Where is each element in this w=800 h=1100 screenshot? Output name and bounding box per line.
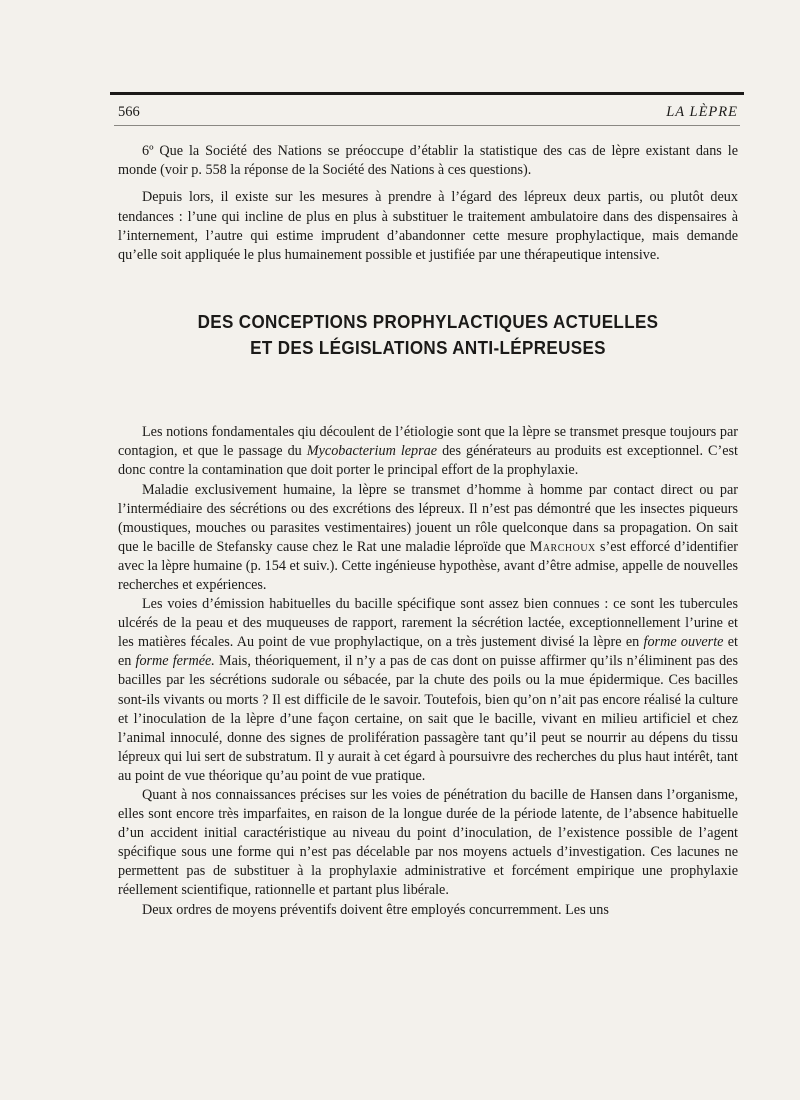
page-number: 566	[118, 104, 140, 120]
body-p1-text-b: des générateurs au produits est exceptionnel. C’est donc contre la contamination que doit porter le principal effort de la prophylaxie.	[118, 443, 738, 479]
body-p3-text-b: et en	[118, 634, 738, 670]
page-content	[118, 92, 738, 920]
header-rule-thick	[110, 92, 744, 95]
intro-paragraph-2: Depuis lors, il existe sur les mesures à prendre à l’égard des lépreux deux partis, ou plutôt deux tendances : l’une qui incline de plus en plus à substituer le traitement ambulatoire dans des dispensaires à l’internement, l’autre qui estime imprudent d’abandonner cette mesure prophylactique, mais demande qu’elle soit appliquée le plus humainement possible et justifiée par une thérapeutique intensive.	[118, 189, 738, 264]
body-paragraph-1	[118, 423, 738, 480]
section-heading-line-2: ET DES LÉGISLATIONS ANTI-LÉPREUSES	[250, 337, 606, 359]
body-p2-text-b: s’est efforcé d’identifier avec la lèpre humaine (p. 154 et suiv.). Cette ingénieuse hypothèse, avant d’être admise, appelle de nouvelles recherches et expériences.	[118, 538, 738, 593]
intro-block	[118, 142, 738, 265]
term-open-form: forme ouverte	[643, 634, 724, 651]
author-name: Marchoux	[529, 538, 596, 555]
body-p3-text-a: Les voies d’émission habituelles du bacille spécifique sont assez bien connues : ce sont les tubercules ulcérés de la peau et des muqueuses de rapport, rarement la sécrétion lactée, exceptionnellement l’urine et les matières fécales. Au point de vue prophylactique, on a très justement divisé la lèpre en	[118, 596, 738, 651]
body-p3-text-c: Mais, théoriquement, il n’y a pas de cas dont on puisse affirmer qu’ils n’éliminent pas des bacilles par les sécrétions sudorale ou sébacée, par la chute des poils ou la mue épidermique. Ces bacilles sont-ils vivants ou morts ? Il est difficile de le savoir. Toutefois, bien qu’on n’ait pas encore réalisé la culture et l’inoculation de la lèpre d’une façon certaine, on sait que le bacille, vivant en milieu artificiel et chez l’animal innoculé, donne des signes de prolifération passagère tant qu’il peut se nourrir au dépens du tissu lépreux qui lui sert de substratum. Il y aurait à cet égard à poursuivre des recherches du plus haut intérêt, tant au point de vue théorique qu’au point de vue pratique.	[118, 653, 739, 784]
section-heading-line-1: DES CONCEPTIONS PROPHYLACTIQUES ACTUELLES	[197, 311, 659, 333]
body-paragraph-5: Deux ordres de moyens préventifs doivent être employés concurremment. Les uns	[142, 901, 609, 918]
body-paragraph-2	[118, 481, 738, 596]
header-rule-thin	[114, 125, 740, 126]
intro-paragraph-1: 6º Que la Société des Nations se préoccupe d’établir la statistique des cas de lèpre existant dans le monde (voir p. 558 la réponse de la Société des Nations à ces questions).	[118, 143, 738, 179]
body-text	[118, 423, 738, 919]
body-paragraph-3	[118, 595, 738, 786]
body-p2-text-a: Maladie exclusivement humaine, la lèpre se transmet d’homme à homme par contact direct ou par l’intermédiaire des sécrétions ou des excrétions des lépreux. Il n’est pas démontré que les insectes piqueurs (moustiques, mouches ou parasites vestimentaires) jouent un rôle quelconque dans sa propagation. On sait que le bacille de Stefansky cause chez le Rat une maladie léproïde que	[118, 481, 738, 555]
body-p1-text-a: Les notions fondamentales qiu découlent de l’étiologie sont que la lèpre se transmet presque toujours par contagion, et que le passage du	[118, 424, 738, 460]
term-closed-form: forme fermée.	[135, 653, 215, 670]
running-title: LA LÈPRE	[666, 104, 738, 120]
species-name: Mycobacterium leprae	[306, 443, 438, 460]
running-header	[118, 104, 738, 121]
body-paragraph-4: Quant à nos connaissances précises sur les voies de pénétration du bacille de Hansen dans l’organisme, elles sont encore très imparfaites, en raison de la longue durée de la période latente, de l’absence habituelle d’un accident initial caractéristique au niveau du point d’inoculation, de l’existence possible de l’agent spécifique sous une forme qui n’est pas décelable par nos moyens actuels d’investigation. Ces lacunes ne permettent pas de substituer à la prophylaxie administrative et forcément empirique une prophylaxie réellement scientifique, rationnelle et partant plus libérale.	[118, 787, 738, 899]
section-heading	[143, 309, 713, 361]
